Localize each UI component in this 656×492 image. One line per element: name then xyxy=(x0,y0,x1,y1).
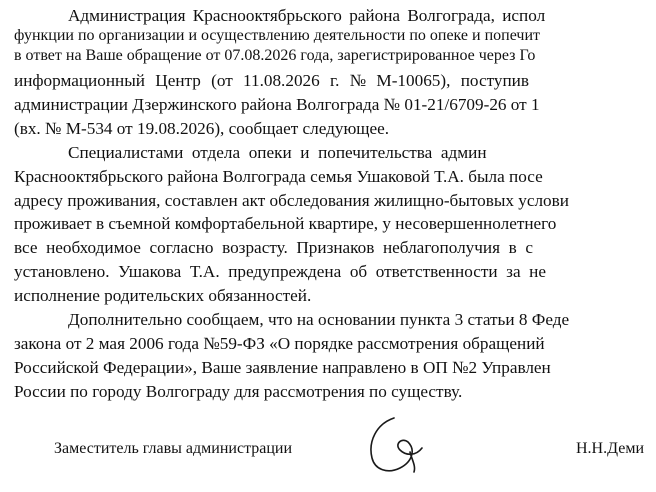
letter-line-12: установлено. Ушакова Т.А. предупреждена об ответственности за не xyxy=(14,262,546,281)
letter-line-5: администрации Дзержинского района Волгограда № 01-21/6709-26 от 1 xyxy=(14,95,540,114)
signatory-position: Заместитель главы администрации xyxy=(54,440,293,457)
signatory-name: Н.Н.Деми xyxy=(576,440,645,457)
letter-line-10: проживает в съемной комфортабельной квартире, у несовершеннолетнего xyxy=(14,214,557,233)
letter-line-13: исполнение родительских обязанностей. xyxy=(14,286,312,305)
letter-line-4: информационный Центр (от 11.08.2026 г. № М-10065), поступив xyxy=(14,71,529,90)
letter-line-8: Краснооктябрьского района Волгограда семья Ушаковой Т.А. была посе xyxy=(14,167,543,186)
letter-line-6: (вх. № М-534 от 19.08.2026), сообщает следующее. xyxy=(14,119,390,138)
letter-line-2: функции по организации и осуществлению деятельности по опеке и попечит xyxy=(14,27,541,44)
letter-line-7: Специалистами отдела опеки и попечительства админ xyxy=(68,143,487,162)
letter-line-11: все необходимое согласно возрасту. Признаков неблагополучия в с xyxy=(14,238,533,257)
handwritten-signature xyxy=(366,412,436,478)
letter-line-16: Российской Федерации», Ваше заявление направлено в ОП №2 Управлен xyxy=(14,358,551,377)
letter-line-9: адресу проживания, составлен акт обследования жилищно-бытовых услови xyxy=(14,191,569,210)
letter-line-15: закона от 2 мая 2006 года №59-ФЗ «О порядке рассмотрения обращений xyxy=(14,334,545,353)
letter-line-14: Дополнительно сообщаем, что на основании пункта 3 статьи 8 Феде xyxy=(68,310,570,329)
letter-line-17: России по городу Волгограду для рассмотрения по существу. xyxy=(14,382,463,401)
letter-line-3: в ответ на Ваше обращение от 07.08.2026 года, зарегистрированное через Го xyxy=(14,47,536,64)
letter-line-1: Администрация Краснооктябрьского района Волгограда, испол xyxy=(68,6,546,25)
